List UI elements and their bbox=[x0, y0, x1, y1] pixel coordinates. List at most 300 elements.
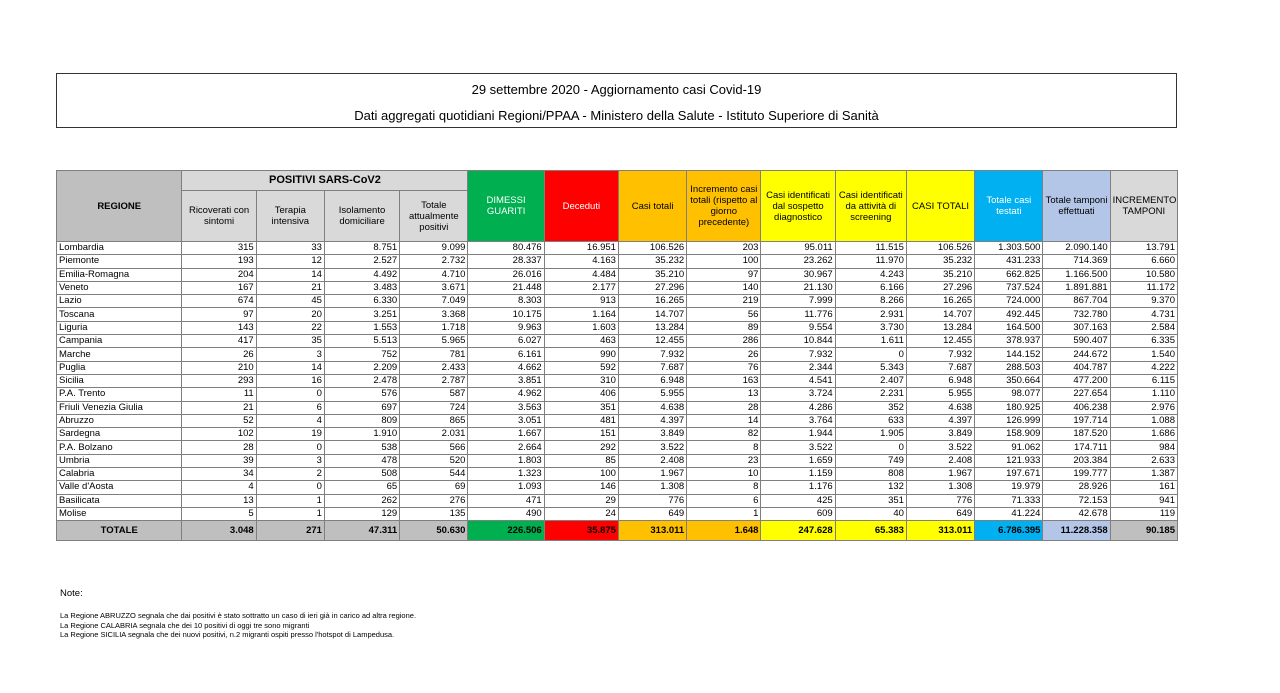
value-cell: 144.152 bbox=[975, 348, 1043, 361]
value-cell: 592 bbox=[544, 361, 618, 374]
value-cell: 39 bbox=[182, 454, 256, 467]
value-cell: 6.330 bbox=[324, 295, 399, 308]
header-screening: Casi identificati da attività di screening bbox=[835, 171, 906, 242]
value-cell: 5.343 bbox=[835, 361, 906, 374]
value-cell: 0 bbox=[835, 348, 906, 361]
value-cell: 1 bbox=[687, 507, 761, 520]
value-cell: 1.905 bbox=[835, 428, 906, 441]
value-cell: 197.714 bbox=[1043, 414, 1110, 427]
value-cell: 146 bbox=[544, 481, 618, 494]
value-cell: 203 bbox=[687, 242, 761, 255]
value-cell: 307.163 bbox=[1043, 321, 1110, 334]
total-value-cell: 247.628 bbox=[761, 521, 835, 541]
value-cell: 1.303.500 bbox=[975, 242, 1043, 255]
value-cell: 11 bbox=[182, 388, 256, 401]
value-cell: 576 bbox=[324, 388, 399, 401]
value-cell: 28 bbox=[687, 401, 761, 414]
value-cell: 3.671 bbox=[400, 281, 468, 294]
value-cell: 508 bbox=[324, 468, 399, 481]
value-cell: 6.948 bbox=[618, 374, 686, 387]
value-cell: 19 bbox=[256, 428, 324, 441]
value-cell: 3.563 bbox=[468, 401, 544, 414]
value-cell: 286 bbox=[687, 335, 761, 348]
table-row bbox=[57, 428, 1178, 441]
note-line: La Regione SICILIA segnala che dei nuovi positivi, n.2 migranti ospiti presso l'hotspot di Lampedusa. bbox=[60, 630, 395, 639]
region-name-cell: Friuli Venezia Giulia bbox=[57, 401, 182, 414]
value-cell: 26 bbox=[687, 348, 761, 361]
value-cell: 135 bbox=[400, 507, 468, 520]
value-cell: 2.177 bbox=[544, 281, 618, 294]
value-cell: 732.780 bbox=[1043, 308, 1110, 321]
value-cell: 6 bbox=[256, 401, 324, 414]
value-cell: 2.478 bbox=[324, 374, 399, 387]
value-cell: 1.088 bbox=[1110, 414, 1177, 427]
header-incremento-tamponi: INCREMENTO TAMPONI bbox=[1110, 171, 1177, 242]
value-cell: 1.176 bbox=[761, 481, 835, 494]
value-cell: 867.704 bbox=[1043, 295, 1110, 308]
table-row bbox=[57, 361, 1178, 374]
value-cell: 129 bbox=[324, 507, 399, 520]
value-cell: 100 bbox=[544, 468, 618, 481]
value-cell: 163 bbox=[687, 374, 761, 387]
value-cell: 8.266 bbox=[835, 295, 906, 308]
value-cell: 3.849 bbox=[906, 428, 974, 441]
total-value-cell: 47.311 bbox=[324, 521, 399, 541]
value-cell: 52 bbox=[182, 414, 256, 427]
value-cell: 406 bbox=[544, 388, 618, 401]
value-cell: 210 bbox=[182, 361, 256, 374]
table-row bbox=[57, 454, 1178, 467]
value-cell: 288.503 bbox=[975, 361, 1043, 374]
value-cell: 4.710 bbox=[400, 268, 468, 281]
value-cell: 1.387 bbox=[1110, 468, 1177, 481]
value-cell: 1 bbox=[256, 494, 324, 507]
value-cell: 566 bbox=[400, 441, 468, 454]
value-cell: 2.584 bbox=[1110, 321, 1177, 334]
value-cell: 5.955 bbox=[906, 388, 974, 401]
value-cell: 7.687 bbox=[906, 361, 974, 374]
total-label-cell: TOTALE bbox=[57, 521, 182, 541]
value-cell: 219 bbox=[687, 295, 761, 308]
value-cell: 8.751 bbox=[324, 242, 399, 255]
value-cell: 2.344 bbox=[761, 361, 835, 374]
value-cell: 28.337 bbox=[468, 255, 544, 268]
region-name-cell: Lombardia bbox=[57, 242, 182, 255]
header-sospetto: Casi identificati dal sospetto diagnostico bbox=[761, 171, 835, 242]
value-cell: 106.526 bbox=[618, 242, 686, 255]
value-cell: 0 bbox=[256, 481, 324, 494]
value-cell: 35.232 bbox=[618, 255, 686, 268]
value-cell: 490 bbox=[468, 507, 544, 520]
value-cell: 1.603 bbox=[544, 321, 618, 334]
value-cell: 126.999 bbox=[975, 414, 1043, 427]
note-line: La Regione CALABRIA segnala che dei 10 positivi di oggi tre sono migranti bbox=[60, 620, 310, 630]
value-cell: 3.051 bbox=[468, 414, 544, 427]
value-cell: 2.031 bbox=[400, 428, 468, 441]
value-cell: 404.787 bbox=[1043, 361, 1110, 374]
value-cell: 11.970 bbox=[835, 255, 906, 268]
value-cell: 8 bbox=[687, 481, 761, 494]
value-cell: 151 bbox=[544, 428, 618, 441]
value-cell: 1.718 bbox=[400, 321, 468, 334]
value-cell: 737.524 bbox=[975, 281, 1043, 294]
header-deceduti: Deceduti bbox=[544, 171, 618, 242]
value-cell: 4 bbox=[182, 481, 256, 494]
value-cell: 5 bbox=[182, 507, 256, 520]
value-cell: 13 bbox=[687, 388, 761, 401]
value-cell: 9.554 bbox=[761, 321, 835, 334]
value-cell: 102 bbox=[182, 428, 256, 441]
value-cell: 351 bbox=[544, 401, 618, 414]
value-cell: 7.687 bbox=[618, 361, 686, 374]
value-cell: 19.979 bbox=[975, 481, 1043, 494]
value-cell: 121.933 bbox=[975, 454, 1043, 467]
value-cell: 89 bbox=[687, 321, 761, 334]
total-value-cell: 6.786.395 bbox=[975, 521, 1043, 541]
total-value-cell: 35.875 bbox=[544, 521, 618, 541]
value-cell: 2.664 bbox=[468, 441, 544, 454]
value-cell: 158.909 bbox=[975, 428, 1043, 441]
total-value-cell: 1.648 bbox=[687, 521, 761, 541]
header-isolamento: Isolamento domiciliare bbox=[324, 191, 399, 242]
region-name-cell: Toscana bbox=[57, 308, 182, 321]
value-cell: 1.686 bbox=[1110, 428, 1177, 441]
value-cell: 2.408 bbox=[618, 454, 686, 467]
total-row bbox=[57, 521, 1178, 541]
value-cell: 33 bbox=[256, 242, 324, 255]
value-cell: 674 bbox=[182, 295, 256, 308]
table-row bbox=[57, 321, 1178, 334]
total-value-cell: 226.506 bbox=[468, 521, 544, 541]
header-regione: REGIONE bbox=[57, 171, 182, 242]
value-cell: 34 bbox=[182, 468, 256, 481]
value-cell: 72.153 bbox=[1043, 494, 1110, 507]
value-cell: 80.476 bbox=[468, 242, 544, 255]
value-cell: 16 bbox=[256, 374, 324, 387]
header-positivi-group: POSITIVI SARS-CoV2 bbox=[182, 171, 468, 191]
header-tamponi: Totale tamponi effettuati bbox=[1043, 171, 1110, 242]
value-cell: 26 bbox=[182, 348, 256, 361]
value-cell: 478 bbox=[324, 454, 399, 467]
value-cell: 1.093 bbox=[468, 481, 544, 494]
value-cell: 293 bbox=[182, 374, 256, 387]
header-incremento: Incremento casi totali (rispetto al giorno precedente) bbox=[687, 171, 761, 242]
value-cell: 809 bbox=[324, 414, 399, 427]
value-cell: 378.937 bbox=[975, 335, 1043, 348]
value-cell: 10.175 bbox=[468, 308, 544, 321]
table-row bbox=[57, 414, 1178, 427]
value-cell: 16.265 bbox=[618, 295, 686, 308]
value-cell: 4.163 bbox=[544, 255, 618, 268]
value-cell: 3.251 bbox=[324, 308, 399, 321]
total-value-cell: 3.048 bbox=[182, 521, 256, 541]
value-cell: 97 bbox=[687, 268, 761, 281]
value-cell: 14.707 bbox=[618, 308, 686, 321]
value-cell: 164.500 bbox=[975, 321, 1043, 334]
value-cell: 9.370 bbox=[1110, 295, 1177, 308]
total-value-cell: 50.630 bbox=[400, 521, 468, 541]
value-cell: 16.265 bbox=[906, 295, 974, 308]
value-cell: 204 bbox=[182, 268, 256, 281]
value-cell: 42.678 bbox=[1043, 507, 1110, 520]
value-cell: 2.408 bbox=[906, 454, 974, 467]
value-cell: 132 bbox=[835, 481, 906, 494]
value-cell: 9.963 bbox=[468, 321, 544, 334]
value-cell: 471 bbox=[468, 494, 544, 507]
value-cell: 24 bbox=[544, 507, 618, 520]
value-cell: 3.522 bbox=[761, 441, 835, 454]
value-cell: 6.166 bbox=[835, 281, 906, 294]
region-name-cell: Umbria bbox=[57, 454, 182, 467]
value-cell: 1 bbox=[256, 507, 324, 520]
value-cell: 4.397 bbox=[906, 414, 974, 427]
value-cell: 4.484 bbox=[544, 268, 618, 281]
value-cell: 913 bbox=[544, 295, 618, 308]
value-cell: 22 bbox=[256, 321, 324, 334]
value-cell: 10.844 bbox=[761, 335, 835, 348]
value-cell: 203.384 bbox=[1043, 454, 1110, 467]
value-cell: 1.164 bbox=[544, 308, 618, 321]
value-cell: 13.284 bbox=[906, 321, 974, 334]
value-cell: 27.296 bbox=[618, 281, 686, 294]
value-cell: 161 bbox=[1110, 481, 1177, 494]
value-cell: 167 bbox=[182, 281, 256, 294]
value-cell: 3.522 bbox=[618, 441, 686, 454]
table-row bbox=[57, 281, 1178, 294]
value-cell: 1.308 bbox=[906, 481, 974, 494]
value-cell: 30.967 bbox=[761, 268, 835, 281]
value-cell: 1.910 bbox=[324, 428, 399, 441]
value-cell: 143 bbox=[182, 321, 256, 334]
region-name-cell: Marche bbox=[57, 348, 182, 361]
value-cell: 35 bbox=[256, 335, 324, 348]
table-row bbox=[57, 507, 1178, 520]
table-row bbox=[57, 295, 1178, 308]
table-row bbox=[57, 468, 1178, 481]
value-cell: 697 bbox=[324, 401, 399, 414]
value-cell: 12.455 bbox=[618, 335, 686, 348]
value-cell: 477.200 bbox=[1043, 374, 1110, 387]
region-name-cell: Valle d'Aosta bbox=[57, 481, 182, 494]
value-cell: 4 bbox=[256, 414, 324, 427]
value-cell: 23.262 bbox=[761, 255, 835, 268]
value-cell: 8 bbox=[687, 441, 761, 454]
value-cell: 1.553 bbox=[324, 321, 399, 334]
value-cell: 20 bbox=[256, 308, 324, 321]
region-name-cell: Liguria bbox=[57, 321, 182, 334]
value-cell: 26.016 bbox=[468, 268, 544, 281]
value-cell: 13.791 bbox=[1110, 242, 1177, 255]
value-cell: 520 bbox=[400, 454, 468, 467]
value-cell: 4.638 bbox=[906, 401, 974, 414]
value-cell: 1.611 bbox=[835, 335, 906, 348]
value-cell: 71.333 bbox=[975, 494, 1043, 507]
value-cell: 45 bbox=[256, 295, 324, 308]
table-row bbox=[57, 255, 1178, 268]
header-ricoverati: Ricoverati con sintomi bbox=[182, 191, 256, 242]
table-row bbox=[57, 242, 1178, 255]
value-cell: 351 bbox=[835, 494, 906, 507]
value-cell: 85 bbox=[544, 454, 618, 467]
value-cell: 35.232 bbox=[906, 255, 974, 268]
region-name-cell: Sardegna bbox=[57, 428, 182, 441]
value-cell: 23 bbox=[687, 454, 761, 467]
value-cell: 13 bbox=[182, 494, 256, 507]
value-cell: 12 bbox=[256, 255, 324, 268]
value-cell: 28.926 bbox=[1043, 481, 1110, 494]
value-cell: 463 bbox=[544, 335, 618, 348]
value-cell: 35.210 bbox=[618, 268, 686, 281]
value-cell: 1.110 bbox=[1110, 388, 1177, 401]
value-cell: 2.787 bbox=[400, 374, 468, 387]
value-cell: 6.161 bbox=[468, 348, 544, 361]
value-cell: 7.932 bbox=[906, 348, 974, 361]
value-cell: 276 bbox=[400, 494, 468, 507]
value-cell: 808 bbox=[835, 468, 906, 481]
value-cell: 5.513 bbox=[324, 335, 399, 348]
value-cell: 4.492 bbox=[324, 268, 399, 281]
region-name-cell: Basilicata bbox=[57, 494, 182, 507]
region-name-cell: P.A. Bolzano bbox=[57, 441, 182, 454]
value-cell: 776 bbox=[618, 494, 686, 507]
value-cell: 28 bbox=[182, 441, 256, 454]
value-cell: 193 bbox=[182, 255, 256, 268]
value-cell: 262 bbox=[324, 494, 399, 507]
value-cell: 3.764 bbox=[761, 414, 835, 427]
value-cell: 984 bbox=[1110, 441, 1177, 454]
total-value-cell: 11.228.358 bbox=[1043, 521, 1110, 541]
value-cell: 3.483 bbox=[324, 281, 399, 294]
notes-section bbox=[60, 588, 416, 640]
value-cell: 3.730 bbox=[835, 321, 906, 334]
value-cell: 2 bbox=[256, 468, 324, 481]
value-cell: 714.369 bbox=[1043, 255, 1110, 268]
value-cell: 21.130 bbox=[761, 281, 835, 294]
value-cell: 4.731 bbox=[1110, 308, 1177, 321]
value-cell: 587 bbox=[400, 388, 468, 401]
value-cell: 538 bbox=[324, 441, 399, 454]
value-cell: 97 bbox=[182, 308, 256, 321]
value-cell: 91.062 bbox=[975, 441, 1043, 454]
value-cell: 174.711 bbox=[1043, 441, 1110, 454]
region-name-cell: P.A. Trento bbox=[57, 388, 182, 401]
value-cell: 590.407 bbox=[1043, 335, 1110, 348]
value-cell: 2.976 bbox=[1110, 401, 1177, 414]
value-cell: 27.296 bbox=[906, 281, 974, 294]
value-cell: 3.849 bbox=[618, 428, 686, 441]
total-value-cell: 65.383 bbox=[835, 521, 906, 541]
value-cell: 7.932 bbox=[618, 348, 686, 361]
region-name-cell: Emilia-Romagna bbox=[57, 268, 182, 281]
value-cell: 315 bbox=[182, 242, 256, 255]
table-row bbox=[57, 441, 1178, 454]
value-cell: 4.243 bbox=[835, 268, 906, 281]
table-row bbox=[57, 348, 1178, 361]
value-cell: 292 bbox=[544, 441, 618, 454]
value-cell: 865 bbox=[400, 414, 468, 427]
value-cell: 1.308 bbox=[618, 481, 686, 494]
value-cell: 41.224 bbox=[975, 507, 1043, 520]
value-cell: 3.724 bbox=[761, 388, 835, 401]
header-testati: Totale casi testati bbox=[975, 171, 1043, 242]
value-cell: 180.925 bbox=[975, 401, 1043, 414]
value-cell: 4.638 bbox=[618, 401, 686, 414]
region-name-cell: Abruzzo bbox=[57, 414, 182, 427]
value-cell: 1.659 bbox=[761, 454, 835, 467]
table-row bbox=[57, 268, 1178, 281]
region-name-cell: Veneto bbox=[57, 281, 182, 294]
value-cell: 1.944 bbox=[761, 428, 835, 441]
value-cell: 1.667 bbox=[468, 428, 544, 441]
value-cell: 1.159 bbox=[761, 468, 835, 481]
region-name-cell: Puglia bbox=[57, 361, 182, 374]
covid-data-table bbox=[56, 170, 1178, 541]
value-cell: 1.540 bbox=[1110, 348, 1177, 361]
table-row bbox=[57, 308, 1178, 321]
value-cell: 11.776 bbox=[761, 308, 835, 321]
value-cell: 2.407 bbox=[835, 374, 906, 387]
value-cell: 1.803 bbox=[468, 454, 544, 467]
value-cell: 3.368 bbox=[400, 308, 468, 321]
value-cell: 3.522 bbox=[906, 441, 974, 454]
value-cell: 140 bbox=[687, 281, 761, 294]
value-cell: 14.707 bbox=[906, 308, 974, 321]
value-cell: 95.011 bbox=[761, 242, 835, 255]
value-cell: 227.654 bbox=[1043, 388, 1110, 401]
value-cell: 776 bbox=[906, 494, 974, 507]
table-body bbox=[57, 242, 1178, 541]
region-name-cell: Piemonte bbox=[57, 255, 182, 268]
value-cell: 65 bbox=[324, 481, 399, 494]
value-cell: 0 bbox=[835, 441, 906, 454]
value-cell: 1.967 bbox=[906, 468, 974, 481]
value-cell: 406.238 bbox=[1043, 401, 1110, 414]
value-cell: 35.210 bbox=[906, 268, 974, 281]
value-cell: 98.077 bbox=[975, 388, 1043, 401]
region-name-cell: Campania bbox=[57, 335, 182, 348]
value-cell: 781 bbox=[400, 348, 468, 361]
value-cell: 417 bbox=[182, 335, 256, 348]
report-title-box bbox=[56, 73, 1177, 128]
region-name-cell: Molise bbox=[57, 507, 182, 520]
header-terapia: Terapia intensiva bbox=[256, 191, 324, 242]
value-cell: 3 bbox=[256, 454, 324, 467]
notes-heading: Note: bbox=[60, 588, 83, 599]
value-cell: 0 bbox=[256, 388, 324, 401]
value-cell: 244.672 bbox=[1043, 348, 1110, 361]
value-cell: 749 bbox=[835, 454, 906, 467]
header-totale-positivi: Totale attualmente positivi bbox=[400, 191, 468, 242]
value-cell: 21 bbox=[256, 281, 324, 294]
total-value-cell: 313.011 bbox=[618, 521, 686, 541]
value-cell: 7.932 bbox=[761, 348, 835, 361]
value-cell: 2.527 bbox=[324, 255, 399, 268]
value-cell: 13.284 bbox=[618, 321, 686, 334]
value-cell: 492.445 bbox=[975, 308, 1043, 321]
value-cell: 481 bbox=[544, 414, 618, 427]
value-cell: 5.965 bbox=[400, 335, 468, 348]
value-cell: 5.955 bbox=[618, 388, 686, 401]
table-row bbox=[57, 374, 1178, 387]
value-cell: 14 bbox=[256, 361, 324, 374]
note-line: La Regione ABRUZZO segnala che dai positivi è stato sottratto un caso di ieri già in carico ad altra regione. bbox=[60, 611, 417, 620]
value-cell: 2.633 bbox=[1110, 454, 1177, 467]
value-cell: 425 bbox=[761, 494, 835, 507]
value-cell: 1.166.500 bbox=[1043, 268, 1110, 281]
value-cell: 9.099 bbox=[400, 242, 468, 255]
value-cell: 4.962 bbox=[468, 388, 544, 401]
value-cell: 633 bbox=[835, 414, 906, 427]
